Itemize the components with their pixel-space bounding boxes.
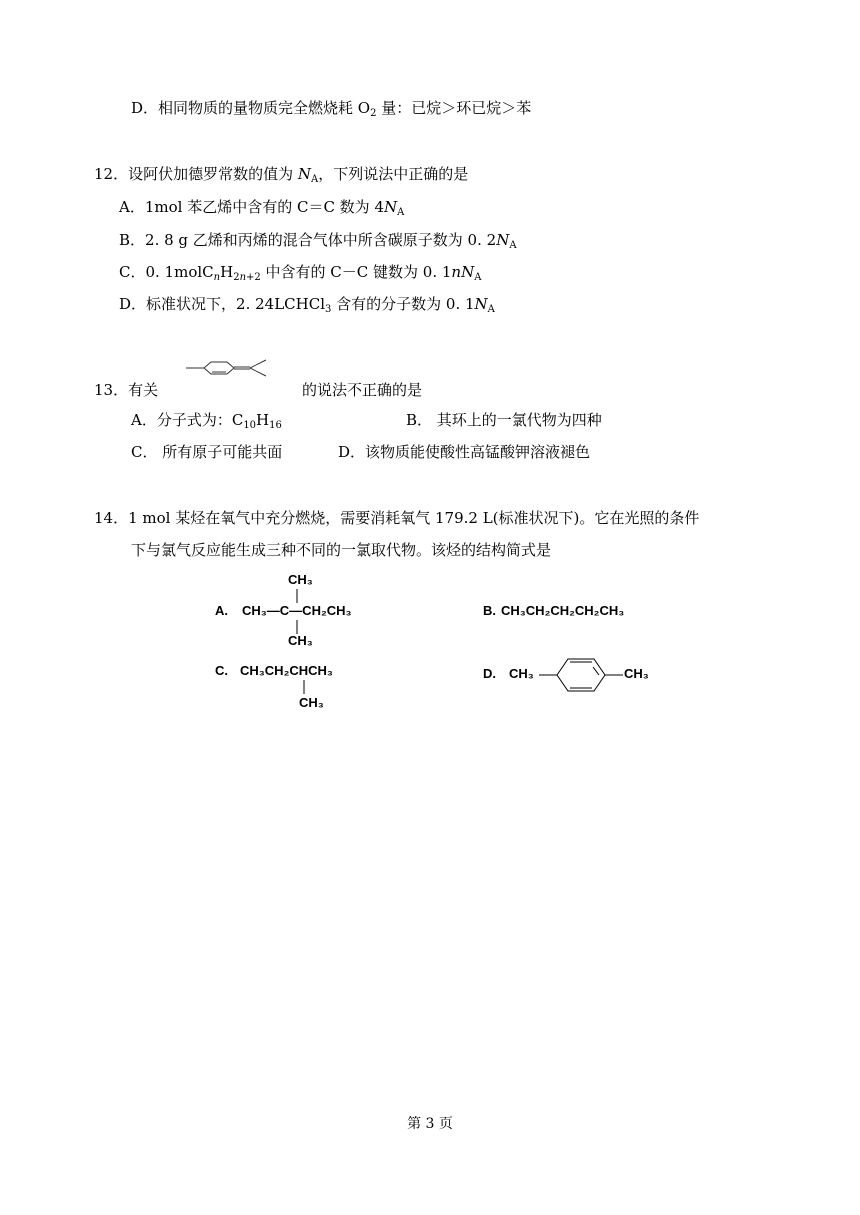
q14-d-right-methyl: CH₃ <box>624 666 649 681</box>
q14-option-d-structure <box>483 655 663 695</box>
benzene-ring-icon <box>539 655 623 695</box>
q14-stem-line2: 下与氯气反应能生成三种不同的一氯取代物。该烃的结构简式是 <box>131 541 552 559</box>
q11-option-d: D．相同物质的量物质完全燃烧耗 $O_2$ 量：已烷＞环已烷＞苯 <box>131 99 532 119</box>
q13-option-d: D．该物质能使酸性高锰酸钾溶液褪色 <box>338 443 591 461</box>
q13-option-b: B． 其环上的一氯代物为四种 <box>406 411 602 429</box>
q12-option-d: D．标准状况下，2. 24LCHCl$_3$ 含有的分子数为 0. $1N_A$ <box>119 295 495 315</box>
q14-c-label: C. <box>215 663 228 678</box>
q13-option-c: C． 所有原子可能共面 <box>131 443 283 461</box>
q13-stem-prefix: 13．有关 <box>94 381 159 399</box>
q14-a-top-group: CH₃ <box>288 572 313 587</box>
q14-d-label: D. <box>483 666 496 681</box>
q14-c-branch-bond <box>302 680 306 694</box>
q14-d-left-methyl: CH₃ <box>509 666 534 681</box>
q13-option-a: A．分子式为：$C_{10}H_{16}$ <box>131 411 282 431</box>
q12-option-a: A．1mol 苯乙烯中含有的 C＝C 数为 $4N_A$ <box>119 198 405 218</box>
q14-stem-line1: 14．1 mol 某烃在氧气中充分燃烧，需要消耗氧气 179.2 L(标准状况下)。它在光照的条件 <box>94 509 700 527</box>
q14-option-c-structure <box>215 663 395 718</box>
q14-b-main-chain: CH₃CH₂CH₂CH₂CH₃ <box>501 603 625 618</box>
q14-c-branch-group: CH₃ <box>299 695 324 710</box>
q14-c-main-chain: CH₃CH₂CHCH₃ <box>240 663 333 678</box>
q14-b-label: B. <box>483 603 496 618</box>
q14-a-bottom-bond <box>295 620 299 634</box>
q12-option-b: B．2. 8 g 乙烯和丙烯的混合气体中所含碳原子数为 0. $2N_A$ <box>119 231 517 251</box>
q14-option-a-structure <box>215 570 395 650</box>
q14-a-main-chain: CH₃—C—CH₂CH₃ <box>242 603 352 618</box>
q14-a-top-bond <box>295 589 299 603</box>
q14-a-bottom-group: CH₃ <box>288 633 313 648</box>
q12-stem: 12．设阿伏加德罗常数的值为 $N_A$，下列说法中正确的是 <box>94 165 469 185</box>
q12-option-c: C．0. $1molC_nH_{2n+2}$ 中含有的 C－C 键数为 0. $1nN_A$ <box>119 263 482 283</box>
q14-a-label: A. <box>215 603 228 618</box>
q14-option-b-structure <box>483 603 663 623</box>
q13-structure-image <box>184 356 270 380</box>
q13-stem-suffix: 的说法不正确的是 <box>302 381 423 399</box>
page-number: 第 3 页 <box>407 1116 453 1132</box>
